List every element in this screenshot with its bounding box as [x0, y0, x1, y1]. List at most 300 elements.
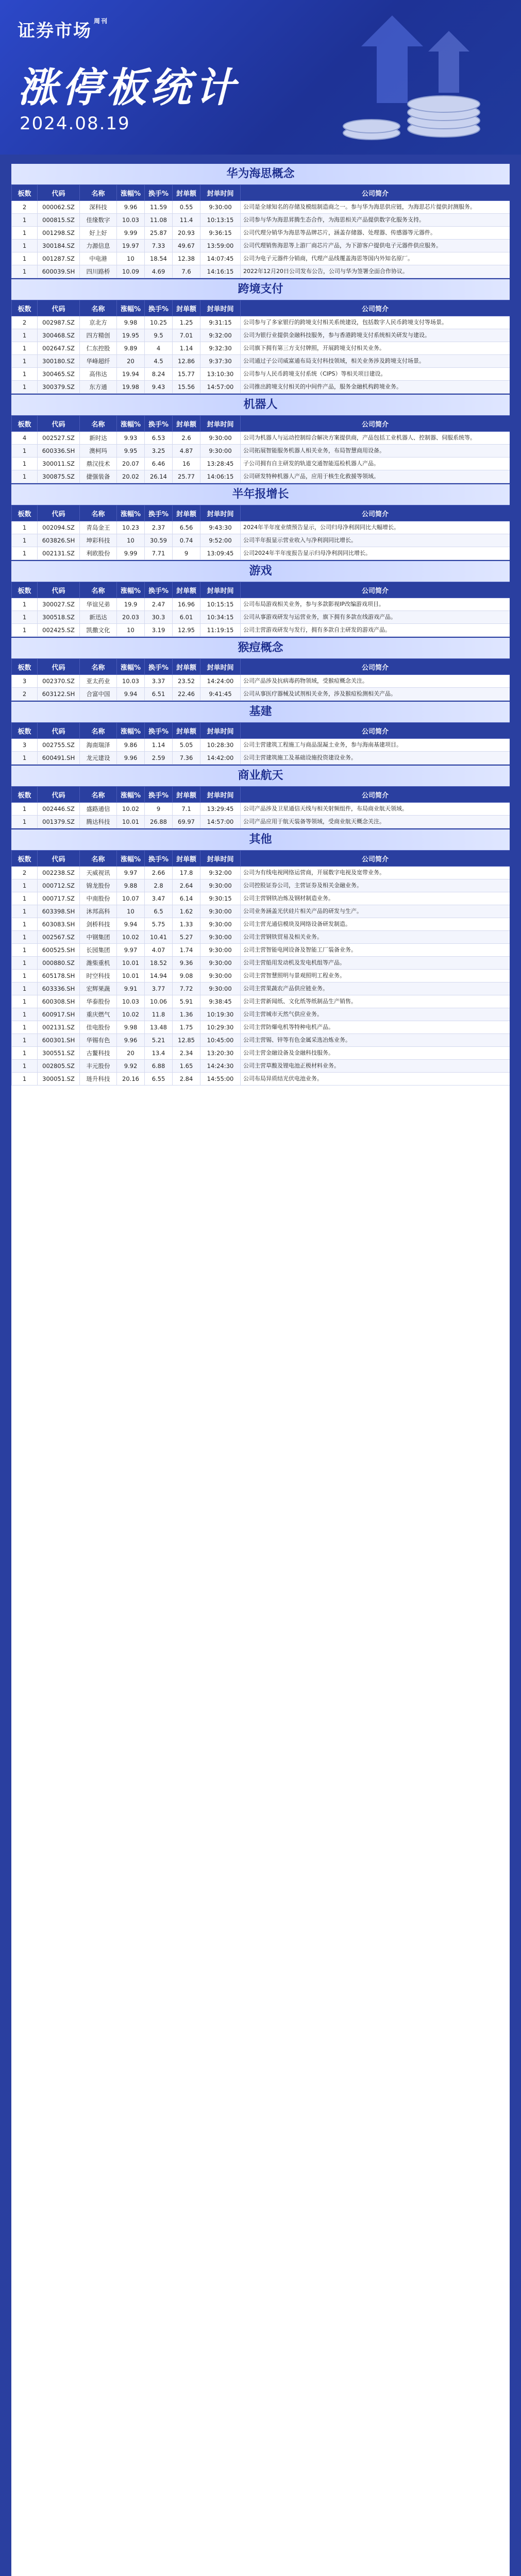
- table-cell: 10: [117, 534, 145, 547]
- column-header: 封单额: [173, 300, 200, 316]
- table-cell: 11.08: [145, 214, 173, 227]
- table-cell: 公司业务涵盖光伏硅片相关产品的研发与生产。: [241, 905, 510, 918]
- table-cell: 13.48: [145, 1021, 173, 1034]
- table-cell: 10.41: [145, 931, 173, 944]
- table-cell: 300468.SZ: [38, 329, 80, 342]
- section-title: 机器人: [11, 394, 510, 415]
- table-cell: 001298.SZ: [38, 227, 80, 240]
- column-header: 板数: [12, 851, 38, 867]
- table-cell: 青岛金王: [80, 521, 117, 534]
- table-cell: 1: [12, 1008, 38, 1021]
- table-cell: 力源信息: [80, 240, 117, 252]
- table-cell: 1.33: [173, 918, 200, 931]
- stock-table: [11, 505, 510, 560]
- table-cell: 600308.SH: [38, 995, 80, 1008]
- table-cell: 3.47: [145, 892, 173, 905]
- table-cell: 6.01: [173, 611, 200, 624]
- column-header: 换手%: [145, 416, 173, 432]
- table-cell: 10:28:30: [200, 739, 241, 752]
- table-cell: 000712.SZ: [38, 879, 80, 892]
- table-cell: 10.03: [117, 675, 145, 688]
- table-cell: 13:10:30: [200, 368, 241, 381]
- table-cell: 2.66: [145, 867, 173, 879]
- table-cell: 公司通过子公司威富通布局支付科技领域，相关业务涉及跨境支付场景。: [241, 355, 510, 368]
- table-cell: 14:16:15: [200, 265, 241, 278]
- column-header: 换手%: [145, 723, 173, 739]
- table-cell: 30.59: [145, 534, 173, 547]
- table-cell: 9.93: [117, 432, 145, 445]
- table-cell: 7.72: [173, 982, 200, 995]
- table-row: [12, 227, 510, 240]
- table-cell: 1: [12, 214, 38, 227]
- table-cell: 19.98: [117, 381, 145, 394]
- table-cell: 9: [173, 547, 200, 560]
- table-row: [12, 598, 510, 611]
- table-row: [12, 803, 510, 816]
- table-cell: 佳缘数字: [80, 214, 117, 227]
- stock-table: [11, 300, 510, 394]
- table-cell: 佳电股份: [80, 1021, 117, 1034]
- column-header: 名称: [80, 505, 117, 521]
- table-cell: 14:57:00: [200, 816, 241, 828]
- table-cell: 10:19:30: [200, 1008, 241, 1021]
- column-header: 封单额: [173, 723, 200, 739]
- table-cell: 23.52: [173, 675, 200, 688]
- table-cell: 11.4: [173, 214, 200, 227]
- table-cell: 14:24:00: [200, 675, 241, 688]
- column-header: 代码: [38, 300, 80, 316]
- table-cell: 6.14: [173, 892, 200, 905]
- column-header: 代码: [38, 416, 80, 432]
- table-cell: 1: [12, 752, 38, 765]
- table-cell: 20: [117, 355, 145, 368]
- table-row: [12, 675, 510, 688]
- table-cell: 002755.SZ: [38, 739, 80, 752]
- table-cell: 6.55: [145, 1073, 173, 1086]
- stock-table: [11, 582, 510, 637]
- table-cell: 5.21: [145, 1034, 173, 1047]
- table-cell: 9.89: [117, 342, 145, 355]
- table-cell: 13:09:45: [200, 547, 241, 560]
- table-cell: 4: [145, 342, 173, 355]
- table-cell: 2.59: [145, 752, 173, 765]
- table-cell: 9:30:00: [200, 931, 241, 944]
- table-cell: 19.95: [117, 329, 145, 342]
- table-cell: 9.98: [117, 316, 145, 329]
- table-cell: 600336.SH: [38, 445, 80, 457]
- column-header: 封单时间: [200, 659, 241, 675]
- stock-table: [11, 786, 510, 828]
- table-cell: 0.55: [173, 201, 200, 214]
- table-cell: 9:36:15: [200, 227, 241, 240]
- column-header: 涨幅%: [117, 300, 145, 316]
- table-cell: 9.97: [117, 867, 145, 879]
- table-cell: 1: [12, 521, 38, 534]
- table-cell: 5.75: [145, 918, 173, 931]
- table-cell: 1.25: [173, 316, 200, 329]
- table-cell: 1.36: [173, 1008, 200, 1021]
- table-cell: 9.94: [117, 688, 145, 701]
- table-cell: 天威视讯: [80, 867, 117, 879]
- table-cell: 1: [12, 624, 38, 637]
- table-cell: 公司为电子元器件分销商，代理产品线覆盖海思等国内外知名原厂。: [241, 252, 510, 265]
- table-cell: 潍柴重机: [80, 957, 117, 970]
- column-header: 换手%: [145, 582, 173, 598]
- table-cell: 20.07: [117, 457, 145, 470]
- table-cell: 1: [12, 547, 38, 560]
- table-cell: 002238.SZ: [38, 867, 80, 879]
- table-cell: 001287.SZ: [38, 252, 80, 265]
- table-row: [12, 534, 510, 547]
- table-cell: 1: [12, 265, 38, 278]
- table-cell: 10.01: [117, 816, 145, 828]
- table-row: [12, 752, 510, 765]
- column-header: 封单时间: [200, 723, 241, 739]
- banner: [0, 0, 521, 155]
- table-cell: 海南瑞泽: [80, 739, 117, 752]
- table-row: [12, 688, 510, 701]
- table-row: [12, 547, 510, 560]
- table-row: [12, 381, 510, 394]
- table-row: [12, 624, 510, 637]
- column-header: 名称: [80, 787, 117, 803]
- table-cell: 30.3: [145, 611, 173, 624]
- table-cell: 13:59:00: [200, 240, 241, 252]
- table-cell: 9:32:00: [200, 867, 241, 879]
- table-cell: 18.52: [145, 957, 173, 970]
- column-header: 封单额: [173, 659, 200, 675]
- table-cell: 14:57:00: [200, 381, 241, 394]
- table-cell: 2.6: [173, 432, 200, 445]
- table-cell: 000815.SZ: [38, 214, 80, 227]
- publication-logo: 证券市场 $^{周刊}$: [18, 18, 109, 41]
- table-cell: 26.88: [145, 816, 173, 828]
- column-header: 涨幅%: [117, 416, 145, 432]
- stock-table: [11, 850, 510, 1086]
- column-header: 涨幅%: [117, 185, 145, 201]
- table-cell: 9:30:00: [200, 970, 241, 982]
- column-header: 公司简介: [241, 505, 510, 521]
- column-header: 名称: [80, 723, 117, 739]
- table-cell: 华峰超纤: [80, 355, 117, 368]
- table-cell: 公司主营智能电网设备及智能工厂装备业务。: [241, 944, 510, 957]
- table-cell: 剑桥科技: [80, 918, 117, 931]
- table-cell: 公司半年报显示营业收入与净利润同比增长。: [241, 534, 510, 547]
- column-header: 名称: [80, 582, 117, 598]
- table-cell: 9.97: [117, 944, 145, 957]
- table-row: [12, 252, 510, 265]
- table-cell: 9.94: [117, 918, 145, 931]
- table-row: [12, 892, 510, 905]
- table-cell: 002567.SZ: [38, 931, 80, 944]
- table-cell: 6.56: [173, 521, 200, 534]
- table-cell: 300180.SZ: [38, 355, 80, 368]
- table-row: [12, 445, 510, 457]
- column-header: 名称: [80, 416, 117, 432]
- table-cell: 10.07: [117, 892, 145, 905]
- stock-table: [11, 415, 510, 483]
- table-cell: 澳柯玛: [80, 445, 117, 457]
- table-cell: 公司主营城市天然气供应业务。: [241, 1008, 510, 1021]
- table-cell: 9:30:00: [200, 445, 241, 457]
- column-header: 名称: [80, 300, 117, 316]
- column-header: 板数: [12, 185, 38, 201]
- table-row: [12, 995, 510, 1008]
- table-cell: 鼎汉技术: [80, 457, 117, 470]
- table-cell: 长园集团: [80, 944, 117, 957]
- column-header: 涨幅%: [117, 659, 145, 675]
- table-row: [12, 1047, 510, 1060]
- table-cell: 公司布局游戏相关业务，参与多款影视IP改编游戏项目。: [241, 598, 510, 611]
- table-cell: 9.99: [117, 227, 145, 240]
- table-cell: 3.37: [145, 675, 173, 688]
- table-row: [12, 739, 510, 752]
- table-cell: 20.03: [117, 611, 145, 624]
- table-cell: 12.85: [173, 1034, 200, 1047]
- table-row: [12, 1008, 510, 1021]
- table-row: [12, 316, 510, 329]
- table-cell: 子公司拥有自主研发的轨道交通智能巡检机器人产品。: [241, 457, 510, 470]
- table-cell: 5.27: [173, 931, 200, 944]
- table-row: [12, 611, 510, 624]
- table-cell: 12.86: [173, 355, 200, 368]
- column-header: 代码: [38, 787, 80, 803]
- table-cell: 9.88: [117, 879, 145, 892]
- column-header: 封单额: [173, 787, 200, 803]
- table-cell: 丰元股份: [80, 1060, 117, 1073]
- table-cell: 000717.SZ: [38, 892, 80, 905]
- table-row: [12, 905, 510, 918]
- table-cell: 1: [12, 892, 38, 905]
- table-cell: 沐邦高科: [80, 905, 117, 918]
- table-cell: 利欧股份: [80, 547, 117, 560]
- table-cell: 1: [12, 1021, 38, 1034]
- table-cell: 10.01: [117, 957, 145, 970]
- table-cell: 300011.SZ: [38, 457, 80, 470]
- table-row: [12, 970, 510, 982]
- table-cell: 公司主营防爆电机等特种电机产品。: [241, 1021, 510, 1034]
- table-cell: 公司为有线电视网络运营商，开展数字电视及宽带业务。: [241, 867, 510, 879]
- section-title: 基建: [11, 701, 510, 722]
- table-cell: 公司参与了多家银行的跨境支付相关系统建设，包括数字人民币跨境支付等场景。: [241, 316, 510, 329]
- table-cell: 公司主营金融设备及金融科技服务。: [241, 1047, 510, 1060]
- table-cell: 20.02: [117, 470, 145, 483]
- table-cell: 公司是全球知名的存储及模组制造商之一。参与华为海思供应链，为海思芯片提供封测服务。: [241, 201, 510, 214]
- column-header: 代码: [38, 185, 80, 201]
- table-cell: 10:13:15: [200, 214, 241, 227]
- table-cell: 坤彩科技: [80, 534, 117, 547]
- table-cell: 300875.SZ: [38, 470, 80, 483]
- table-cell: 2.64: [173, 879, 200, 892]
- table-cell: 002527.SZ: [38, 432, 80, 445]
- table-row: [12, 1073, 510, 1086]
- table-cell: 2.34: [173, 1047, 200, 1060]
- table-cell: 腾达科技: [80, 816, 117, 828]
- table-cell: 4.07: [145, 944, 173, 957]
- table-row: [12, 265, 510, 278]
- table-cell: 9:37:30: [200, 355, 241, 368]
- table-cell: 600917.SH: [38, 1008, 80, 1021]
- column-header: 代码: [38, 723, 80, 739]
- table-cell: 深科技: [80, 201, 117, 214]
- column-header: 封单时间: [200, 787, 241, 803]
- table-cell: 东方通: [80, 381, 117, 394]
- column-header: 公司简介: [241, 787, 510, 803]
- table-cell: 14.94: [145, 970, 173, 982]
- column-header: 换手%: [145, 851, 173, 867]
- table-cell: 仁东控股: [80, 342, 117, 355]
- table-cell: 20.16: [117, 1073, 145, 1086]
- column-header: 换手%: [145, 787, 173, 803]
- table-row: [12, 240, 510, 252]
- table-cell: 10.01: [117, 970, 145, 982]
- column-header: 涨幅%: [117, 787, 145, 803]
- table-cell: 12.38: [173, 252, 200, 265]
- table-cell: 1: [12, 329, 38, 342]
- table-cell: 10:29:30: [200, 1021, 241, 1034]
- section-title: 华为海思概念: [11, 163, 510, 184]
- table-cell: 1: [12, 342, 38, 355]
- table-cell: 2: [12, 867, 38, 879]
- table-cell: 3.25: [145, 445, 173, 457]
- table-cell: 1: [12, 252, 38, 265]
- table-cell: 9.96: [117, 752, 145, 765]
- table-cell: 13:28:45: [200, 457, 241, 470]
- table-cell: 公司主营建筑施工及基础设施投资建设业务。: [241, 752, 510, 765]
- table-cell: 9:30:00: [200, 201, 241, 214]
- table-cell: 7.01: [173, 329, 200, 342]
- table-cell: 10:45:00: [200, 1034, 241, 1047]
- column-header: 板数: [12, 416, 38, 432]
- coins-arrow-icon: [315, 10, 500, 144]
- column-header: 封单额: [173, 185, 200, 201]
- table-cell: 1: [12, 445, 38, 457]
- column-header: 涨幅%: [117, 505, 145, 521]
- column-header: 封单时间: [200, 300, 241, 316]
- table-cell: 公司主营游戏研发与发行，拥有多款自主研发的游戏产品。: [241, 624, 510, 637]
- table-cell: 1: [12, 1034, 38, 1047]
- table-cell: 25.87: [145, 227, 173, 240]
- column-header: 封单时间: [200, 416, 241, 432]
- table-cell: 603336.SH: [38, 982, 80, 995]
- table-row: [12, 931, 510, 944]
- table-cell: 公司布局异质结光伏电池业务。: [241, 1073, 510, 1086]
- column-header: 公司简介: [241, 300, 510, 316]
- table-cell: 公司旗下拥有第三方支付牌照，开展跨境支付相关业务。: [241, 342, 510, 355]
- table-cell: 亚太药业: [80, 675, 117, 688]
- table-row: [12, 521, 510, 534]
- table-cell: 盛路通信: [80, 803, 117, 816]
- stock-table: [11, 722, 510, 765]
- table-cell: 9:30:00: [200, 944, 241, 957]
- table-cell: 002131.SZ: [38, 1021, 80, 1034]
- table-cell: 华谊兄弟: [80, 598, 117, 611]
- table-cell: 19.94: [117, 368, 145, 381]
- table-cell: 1: [12, 1060, 38, 1073]
- table-cell: 1: [12, 982, 38, 995]
- table-cell: 600301.SH: [38, 1034, 80, 1047]
- table-cell: 2.8: [145, 879, 173, 892]
- table-cell: 300051.SZ: [38, 1073, 80, 1086]
- table-cell: 002987.SZ: [38, 316, 80, 329]
- table-cell: 7.36: [173, 752, 200, 765]
- section-title: 游戏: [11, 560, 510, 582]
- table-cell: 龙元建设: [80, 752, 117, 765]
- table-cell: 0.74: [173, 534, 200, 547]
- table-cell: 002370.SZ: [38, 675, 80, 688]
- column-header: 板数: [12, 582, 38, 598]
- table-cell: 19.9: [117, 598, 145, 611]
- table-cell: 公司主营船用发动机及发电机组等产品。: [241, 957, 510, 970]
- table-cell: 1: [12, 918, 38, 931]
- table-row: [12, 368, 510, 381]
- table-cell: 1: [12, 227, 38, 240]
- table-cell: 10.02: [117, 803, 145, 816]
- table-cell: 10.06: [145, 995, 173, 1008]
- table-row: [12, 944, 510, 957]
- table-cell: 9.95: [117, 445, 145, 457]
- table-cell: 1.75: [173, 1021, 200, 1034]
- column-header: 换手%: [145, 185, 173, 201]
- table-cell: 重庆燃气: [80, 1008, 117, 1021]
- table-cell: 9.36: [173, 957, 200, 970]
- table-cell: 公司主营智慧照明与景观照明工程业务。: [241, 970, 510, 982]
- table-cell: 300551.SZ: [38, 1047, 80, 1060]
- table-cell: 002094.SZ: [38, 521, 80, 534]
- table-cell: 1: [12, 368, 38, 381]
- column-header: 代码: [38, 851, 80, 867]
- table-cell: 603122.SH: [38, 688, 80, 701]
- table-cell: 13:29:45: [200, 803, 241, 816]
- section-title: 半年报增长: [11, 483, 510, 505]
- table-cell: 新时达: [80, 432, 117, 445]
- table-cell: 7.6: [173, 265, 200, 278]
- column-header: 板数: [12, 787, 38, 803]
- table-cell: 18.54: [145, 252, 173, 265]
- column-header: 封单额: [173, 582, 200, 598]
- table-cell: 公司代理分销华为海思等品牌芯片，涵盖存储器、处理器、传感器等元器件。: [241, 227, 510, 240]
- table-cell: 1: [12, 995, 38, 1008]
- table-cell: 2: [12, 688, 38, 701]
- table-cell: 10.23: [117, 521, 145, 534]
- column-header: 封单额: [173, 505, 200, 521]
- table-cell: 公司主营新闻纸、文化纸等纸制品生产销售。: [241, 995, 510, 1008]
- column-header: 封单时间: [200, 851, 241, 867]
- table-cell: 公司主营光通信模块及网络设备研发制造。: [241, 918, 510, 931]
- table-cell: 13.4: [145, 1047, 173, 1060]
- table-cell: 新迅达: [80, 611, 117, 624]
- table-cell: 15.56: [173, 381, 200, 394]
- table-cell: 10.02: [117, 931, 145, 944]
- table-row: [12, 957, 510, 970]
- table-cell: 公司主营锡、锌等有色金属采选冶炼业务。: [241, 1034, 510, 1047]
- table-cell: 公司主营建筑工程施工与商品混凝土业务，参与海南基建项目。: [241, 739, 510, 752]
- column-header: 公司简介: [241, 185, 510, 201]
- table-cell: 10:34:15: [200, 611, 241, 624]
- table-cell: 20.93: [173, 227, 200, 240]
- table-cell: 四方精创: [80, 329, 117, 342]
- table-cell: 5.05: [173, 739, 200, 752]
- column-header: 板数: [12, 300, 38, 316]
- table-cell: 公司控股证券公司，主营证券及相关金融业务。: [241, 879, 510, 892]
- table-cell: 6.88: [145, 1060, 173, 1073]
- column-header: 代码: [38, 659, 80, 675]
- table-cell: 1.74: [173, 944, 200, 957]
- table-cell: 10:15:15: [200, 598, 241, 611]
- table-cell: 2022年12月20日公司发布公告，公司与华为签署全面合作协议。: [241, 265, 510, 278]
- table-cell: 公司产品涉及抗病毒药物领域，受猴痘概念关注。: [241, 675, 510, 688]
- table-cell: 14:07:45: [200, 252, 241, 265]
